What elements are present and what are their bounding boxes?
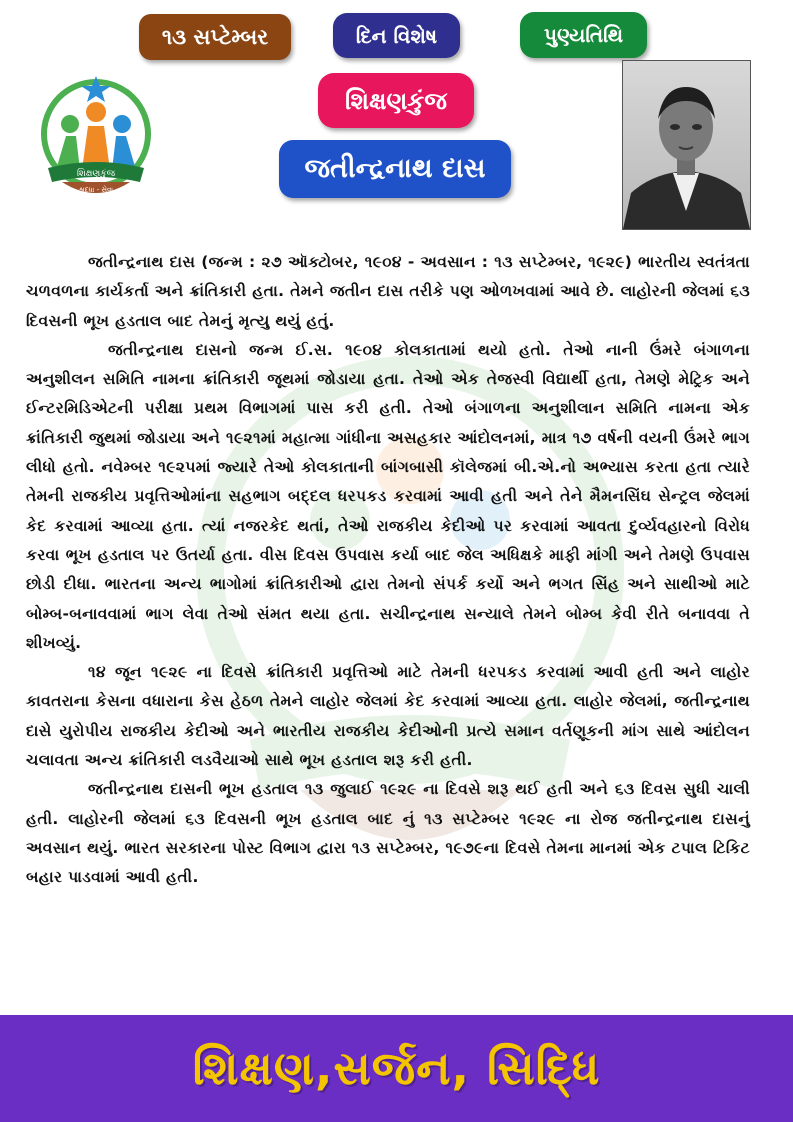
death-anniversary-badge: પુણ્યતિથિ	[520, 12, 647, 58]
date-badge: ૧૩ સપ્ટેમ્બર	[139, 14, 291, 60]
day-special-badge: દિન વિશેષ	[333, 13, 460, 58]
article-body	[26, 248, 750, 893]
shikshankunj-logo-icon	[36, 72, 156, 204]
logo-figure-blue	[113, 115, 131, 133]
portrait-photo	[622, 60, 751, 230]
logo-figure-orange	[86, 102, 106, 122]
footer-slogan: શિક્ષણ,સર્જન, સિદ્ધિ	[192, 1040, 601, 1095]
person-name-title: જતીન્દ્રનાથ દાસ	[279, 140, 511, 198]
paragraph-hunger-strike: જતીન્દ્રનાથ દાસની ભૂખ હડતાલ ૧૩ જુલાઈ ૧૯૨૯ ના દિવસે શરૂ થઈ હતી અને ૬૩ દિવસ સુધી ચાલી હતી. લાહોરની જેલમાં ૬૩ દિવસની ભૂખ હડતાલ બાદ નું ૧૩ સપ્ટેમ્બર ૧૯૨૯ ના રોજ જતીન્દ્રનાથ દાસનું અવસાન થયું. ભારત સરકારના પોસ્ટ વિભાગ દ્વારા ૧૩ સપ્ટેમ્બર, ૧૯૭૯ના દિવસે તેમના માનમાં એક ટપાલ ટિકિટ બહાર પાડવામાં આવી હતી.	[26, 780, 750, 887]
paragraph-early-life: જતીન્દ્રનાથ દાસનો જન્મ ઈ.સ. ૧૯૦૪ કોલકાતામાં થયો હતો. તેઓ નાની ઉંમરે બંગાળના અનુશીલન સમિતિ નામના ક્રાંતિકારી જૂથમાં જોડાયા હતા. તેઓ એક તેજસ્વી વિદ્યાર્થી હતા, તેમણે મેટ્રિક અને ઈન્ટરમિડિએટની પરીક્ષા પ્રથમ વિભાગમાં પાસ કરી હતી. તેઓ બંગાળના અનુશીલાન સમિતિ નામના એક ક્રાંતિકારી જુથમાં જોડાયા અને ૧૯૨૧માં મહાત્મા ગાંધીના અસહકાર આંદોલનમાં, માત્ર ૧૭ વર્ષની વયની ઉંમરે ભાગ લીધો હતો. નવેમ્બર ૧૯૨૫માં જ્યારે તેઓ કોલકાતાની બાંગબાસી કૉલેજમાં બી.એ.નો અભ્યાસ કરતા હતા ત્યારે તેમની રાજકીય પ્રવૃત્તિઓમાંના સહભાગ બદ્દલ ધરપકડ કરવામાં આવી હતી અને તેને મૈમનસિંઘ સેન્ટ્રલ જેલમાં કેદ કરવામાં આવ્યા હતા. ત્યાં નજરકેદ થતાં, તેઓ રાજકીય કેદીઓ પર કરવામાં આવતા દુર્વ્યવહારનો વિરોધ કરવા ભૂખ હડતાલ પર ઉતર્યા હતા. વીસ દિવસ ઉપવાસ કર્યા બાદ જેલ અધિક્ષકે માફી માંગી અને તેમણે ઉપવાસ છોડી દીધા. ભારતના અન્ય ભાગોમાં ક્રાંતિકારીઓ દ્વારા તેમનો સંપર્ક કર્યો અને ભગત સિંહ અને સાથીઓ માટે બોમ્બ-બનાવવામાં ભાગ લેવા તેઓ સંમત થયા હતા. સચીન્દ્રનાથ સન્યાલે તેમને બોમ્બ કેવી રીતે બનાવવા તે શીખવ્યું.	[26, 340, 751, 652]
paragraph-intro: જતીન્દ્રનાથ દાસ (જન્મ : ૨૭ ઑક્ટોબર, ૧૯૦૪ - અવસાન : ૧૩ સપ્ટેમ્બર, ૧૯૨૯) ભારતીય સ્વતંત્રતા ચળવળના કાર્યકર્તા અને ક્રાંતિકારી હતા. તેમને જતીન દાસ તરીકે પણ ઓળખવામાં આવે છે. લાહોરની જેલમાં ૬૩ દિવસની ભૂખ હડતાલ બાદ તેમનું મૃત્યુ થયું હતું.	[26, 253, 750, 330]
brand-title: શિક્ષણકુંજ	[318, 73, 474, 128]
logo-star-icon	[81, 76, 111, 102]
footer-band	[0, 1015, 793, 1122]
logo-figure-green	[61, 115, 79, 133]
paragraph-lahore-jail: ૧૪ જૂન ૧૯૨૯ ના દિવસે ક્રાંતિકારી પ્રવૃત્તિઓ માટે તેમની ધરપકડ કરવામાં આવી હતી અને લાહોર કાવતરાના કેસના વધારાના કેસ હેઠળ તેમને લાહોર જેલમાં કેદ કરવામાં આવ્યા હતા. લાહોર જેલમાં, જતીન્દ્રનાથ દાસે યુરોપીય રાજકીય કેદીઓ અને ભારતીય રાજકીય કેદીઓની પ્રત્યે સમાન વર્તણૂકની માંગ સાથે આંદોલન ચલાવતા અન્ય ક્રાંતિકારી લડવૈયાઓ સાથે ભૂખ હડતાલ શરૂ કરી હતી.	[26, 663, 750, 770]
logo-text-main: શિક્ષણકુંજ	[76, 169, 116, 179]
logo-text-sub: શ્રદ્ધા - સેવા	[78, 186, 114, 194]
portrait-icon	[623, 61, 750, 229]
